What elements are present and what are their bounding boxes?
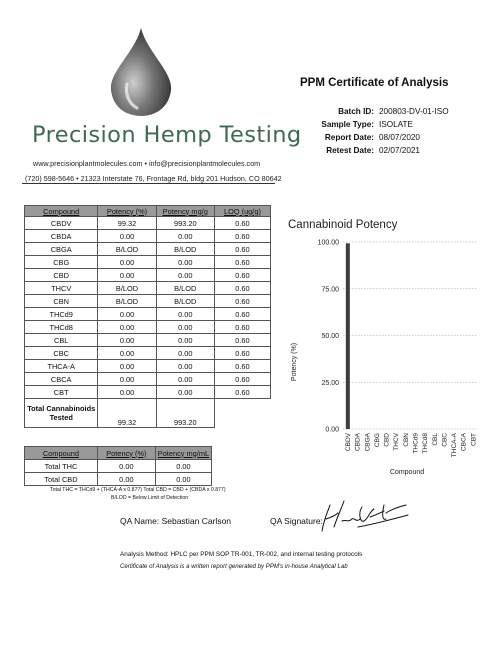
table-row	[25, 334, 271, 347]
cell-loq: 0.60	[214, 282, 270, 295]
cell-loq: 0.60	[214, 217, 270, 230]
x-tick-label: CBT	[470, 433, 478, 446]
certificate-meta	[290, 105, 449, 157]
chart-title: Cannabinoid Potency	[288, 219, 398, 231]
table-row	[25, 295, 271, 308]
chart-grid	[343, 242, 478, 429]
cell-loq: 0.60	[214, 334, 270, 347]
cell-loq: 0.60	[214, 295, 270, 308]
table-row	[25, 217, 271, 230]
cell-potency: B/LOD	[98, 282, 156, 295]
cell-loq: 0.60	[214, 347, 270, 360]
cell-compound: THCd8	[25, 321, 98, 334]
cell-mg: 0.00	[156, 256, 214, 269]
analysis-method: Analysis Method: HPLC per PPM SOP TR-001, TR-002, and internal testing protocols	[120, 551, 363, 558]
table-row	[25, 282, 271, 295]
meta-row-batch	[290, 105, 449, 118]
cell-potency: B/LOD	[98, 295, 156, 308]
certificate-title: PPM Certificate of Analysis	[300, 77, 449, 89]
potency-table	[24, 205, 271, 428]
cell-compound: CBC	[25, 347, 98, 360]
table-row	[25, 230, 271, 243]
company-contact-address: (720) 598-5646 • 21323 Interstate 76, Frontage Rd, bldg 201 Hudson, CO 80642	[25, 174, 282, 183]
cell-mg: B/LOD	[156, 243, 214, 256]
company-contact-web: www.precisionplantmolecules.com • info@precisionplantmolecules.com	[33, 159, 261, 168]
meta-label: Sample Type:	[321, 120, 374, 129]
meta-value: ISOLATE	[379, 120, 413, 129]
company-name: Precision Hemp Testing	[32, 122, 302, 148]
cell-potency: 99.32	[98, 217, 156, 230]
cell-compound: THCd9	[25, 308, 98, 321]
y-tick-label: 75.00	[321, 286, 339, 294]
header-compound: Compound	[25, 447, 98, 460]
cell-potency: 0.00	[97, 460, 155, 473]
meta-value: 08/07/2020	[379, 133, 420, 142]
header-divider	[22, 183, 275, 184]
cell-compound: CBDV	[25, 217, 98, 230]
x-tick-label: CBG	[373, 433, 381, 448]
cell-mg: 0.00	[156, 347, 214, 360]
chart-y-axis	[318, 240, 340, 434]
cell-mg: 0.00	[156, 360, 214, 373]
cell-potency: 0.00	[98, 308, 156, 321]
qa-name: QA Name: Sebastian Carlson	[120, 516, 232, 526]
meta-label: Batch ID:	[338, 107, 374, 116]
header-potency-pct: Potency (%)	[97, 447, 155, 460]
total-mg: 993.20	[156, 399, 214, 428]
table-row	[25, 460, 212, 473]
potency-table-header	[25, 206, 271, 217]
cell-potency: 0.00	[98, 347, 156, 360]
y-tick-label: 0.00	[325, 426, 339, 434]
x-tick-label: CBCA	[460, 433, 468, 452]
y-tick-label: 100.00	[317, 239, 339, 247]
header-potency-mgg: Potency mg/g	[156, 206, 214, 217]
table-row	[25, 321, 271, 334]
cell-compound: CBG	[25, 256, 98, 269]
chart-xlabel: Compound	[389, 469, 425, 476]
chart-bars	[346, 243, 350, 429]
cell-loq: 0.60	[214, 321, 270, 334]
cell-potency: 0.00	[98, 321, 156, 334]
table-row	[25, 308, 271, 321]
cell-compound: CBDA	[25, 230, 98, 243]
chart-x-axis	[345, 432, 477, 457]
header-loq: LOQ (ug/g)	[214, 206, 270, 217]
x-tick-label: THCd8	[422, 433, 430, 454]
cell-compound: Total THC	[25, 460, 98, 473]
formula-note: Total THC = THCd9 + (THCA-A x 0.877) Total CBD = CBD + (CBDA x 0.877)	[50, 487, 226, 493]
total-potency: 99.32	[98, 399, 156, 428]
cell-potency: 0.00	[98, 269, 156, 282]
x-tick-label: THCV	[393, 433, 401, 451]
header-potency-pct: Potency (%)	[98, 206, 156, 217]
disclaimer: Certificate of Analysis is a written report generated by PPM's in-house Analytical Lab	[120, 563, 348, 570]
cell-potency: 0.00	[98, 360, 156, 373]
table-row	[25, 347, 271, 360]
cell-mg: 0.00	[156, 386, 214, 399]
cell-potency: 0.00	[98, 386, 156, 399]
totals-notes	[50, 486, 226, 502]
cell-compound: CBT	[25, 386, 98, 399]
blod-note: B/LOD = Below Limit of Detection	[111, 495, 189, 501]
meta-row-report-date	[290, 131, 449, 144]
x-tick-label: CBL	[431, 433, 439, 446]
total-label: Total Cannabinoids Tested	[25, 399, 98, 428]
total-loq-empty	[214, 399, 270, 428]
cell-mg: 0.00	[156, 230, 214, 243]
table-row	[25, 473, 212, 486]
cell-compound: CBN	[25, 295, 98, 308]
cell-loq: 0.60	[214, 360, 270, 373]
cell-mg: 0.00	[156, 308, 214, 321]
cell-potency: 0.00	[98, 256, 156, 269]
meta-value: 02/07/2021	[379, 146, 420, 155]
cell-loq: 0.60	[214, 256, 270, 269]
cell-mg: 0.00	[155, 473, 211, 486]
table-row	[25, 256, 271, 269]
y-tick-label: 50.00	[321, 333, 339, 340]
header-compound: Compound	[25, 206, 98, 217]
chart-ylabel: Potency (%)	[291, 342, 298, 382]
cell-compound: CBCA	[25, 373, 98, 386]
x-tick-label: CBN	[402, 433, 410, 447]
cell-loq: 0.60	[214, 269, 270, 282]
cell-mg: 993.20	[156, 217, 214, 230]
table-row	[25, 386, 271, 399]
totals-table	[24, 446, 212, 486]
meta-label: Report Date:	[324, 133, 374, 142]
cell-compound: Total CBD	[25, 473, 98, 486]
potency-chart	[280, 212, 485, 482]
table-row	[25, 373, 271, 386]
header-potency-mgml: Potency mg/mL	[155, 447, 211, 460]
cell-mg: 0.00	[156, 334, 214, 347]
cell-loq: 0.60	[214, 230, 270, 243]
totals-table-header	[25, 447, 212, 460]
cell-mg: 0.00	[155, 460, 211, 473]
cell-compound: CBD	[25, 269, 98, 282]
cell-mg: 0.00	[156, 321, 214, 334]
water-drop-logo	[105, 26, 177, 118]
cell-loq: 0.60	[214, 373, 270, 386]
meta-row-retest-date	[290, 144, 449, 157]
cell-mg: B/LOD	[156, 282, 214, 295]
qa-signature	[318, 497, 413, 535]
cell-compound: CBL	[25, 334, 98, 347]
cell-potency: 0.00	[97, 473, 155, 486]
cell-compound: THCV	[25, 282, 98, 295]
cell-mg: 0.00	[156, 373, 214, 386]
x-tick-label: THCA-A	[451, 433, 459, 458]
table-row	[25, 243, 271, 256]
cell-loq: 0.60	[214, 308, 270, 321]
cell-mg: B/LOD	[156, 295, 214, 308]
x-tick-label: CBD	[383, 433, 391, 447]
cell-potency: 0.00	[98, 334, 156, 347]
table-row	[25, 360, 271, 373]
table-row	[25, 269, 271, 282]
cell-potency: 0.00	[98, 230, 156, 243]
qa-signature-label: QA Signature:	[270, 516, 323, 526]
y-tick-label: 25.00	[321, 379, 339, 387]
cell-compound: THCA-A	[25, 360, 98, 373]
bar-cbdv	[346, 243, 350, 429]
cell-mg: 0.00	[156, 269, 214, 282]
cell-compound: CBGA	[25, 243, 98, 256]
x-tick-label: CBC	[441, 433, 449, 447]
cell-loq: 0.60	[214, 386, 270, 399]
meta-label: Retest Date:	[326, 146, 374, 155]
cell-potency: 0.00	[98, 373, 156, 386]
x-tick-label: THCd9	[412, 433, 420, 454]
x-tick-label: CBDA	[354, 433, 362, 452]
x-tick-label: CBDV	[345, 433, 353, 452]
x-tick-label: CBGA	[364, 433, 372, 452]
meta-row-sample-type	[290, 118, 449, 131]
meta-value: 200803-DV-01-ISO	[379, 107, 449, 116]
cell-loq: 0.60	[214, 243, 270, 256]
total-row	[25, 399, 271, 428]
cell-potency: B/LOD	[98, 243, 156, 256]
